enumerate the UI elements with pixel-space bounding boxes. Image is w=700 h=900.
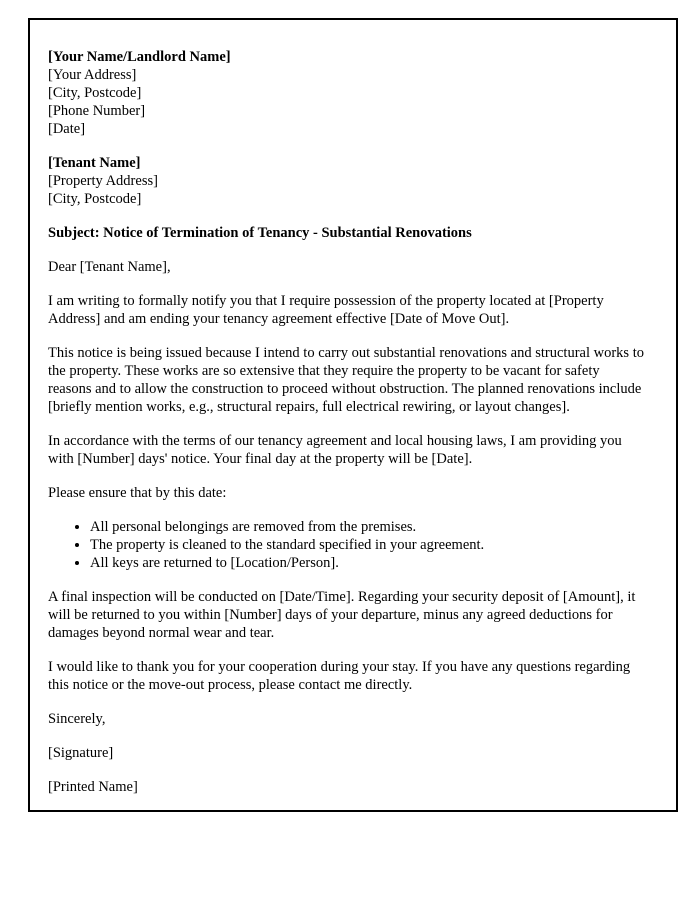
checklist-item-keys: • All keys are returned to [Location/Person]. bbox=[90, 554, 646, 572]
recipient-city-postcode: [City, Postcode] bbox=[48, 191, 142, 207]
letter-date: [Date] bbox=[48, 121, 86, 137]
moveout-checklist bbox=[48, 518, 646, 572]
paragraph-notice-period: In accordance with the terms of our tenancy agreement and local housing laws, I am providing you with [Number] days' notice. Your final day at the property will be [Date]. bbox=[48, 433, 622, 467]
paragraph-thanks: I would like to thank you for your cooperation during your stay. If you have any questions regarding this notice or the move-out process, please contact me directly. bbox=[48, 659, 631, 693]
sender-block bbox=[48, 48, 646, 138]
recipient-block bbox=[48, 154, 646, 208]
sender-address: [Your Address] bbox=[48, 67, 137, 83]
paragraph-intent: I am writing to formally notify you that I require possession of the property located at [Property Address] and am ending your tenancy agreement effective [Date of Move Out]. bbox=[48, 293, 604, 327]
signature-placeholder: [Signature] bbox=[48, 745, 114, 761]
checklist-item-cleaning: • The property is cleaned to the standard specified in your agreement. bbox=[90, 536, 646, 554]
recipient-name: [Tenant Name] bbox=[48, 155, 141, 171]
sender-name: [Your Name/Landlord Name] bbox=[48, 49, 231, 65]
sign-off: Sincerely, bbox=[48, 711, 106, 727]
subject-line: Subject: Notice of Termination of Tenancy - Substantial Renovations bbox=[48, 225, 472, 241]
sender-phone: [Phone Number] bbox=[48, 103, 146, 119]
recipient-address: [Property Address] bbox=[48, 173, 158, 189]
checklist-intro: Please ensure that by this date: bbox=[48, 485, 227, 501]
checklist-item-belongings: • All personal belongings are removed from the premises. bbox=[90, 518, 646, 536]
printed-name-placeholder: [Printed Name] bbox=[48, 779, 138, 795]
letter-page bbox=[28, 18, 678, 812]
sender-city-postcode: [City, Postcode] bbox=[48, 85, 142, 101]
letter-content bbox=[30, 20, 676, 796]
paragraph-reason: This notice is being issued because I intend to carry out substantial renovations and structural works to the property. These works are so extensive that they require the property to be vacant for safety reasons and to allow the construction to proceed without obstruction. The planned renovations include [briefly mention works, e.g., structural repairs, full electrical rewiring, or layout changes]. bbox=[48, 345, 644, 415]
salutation: Dear [Tenant Name], bbox=[48, 259, 171, 275]
paragraph-inspection-deposit: A final inspection will be conducted on [Date/Time]. Regarding your security deposit of [Amount], it will be returned to you within [Number] days of your departure, minus any agreed deductions for damages beyond normal wear and tear. bbox=[48, 589, 636, 641]
